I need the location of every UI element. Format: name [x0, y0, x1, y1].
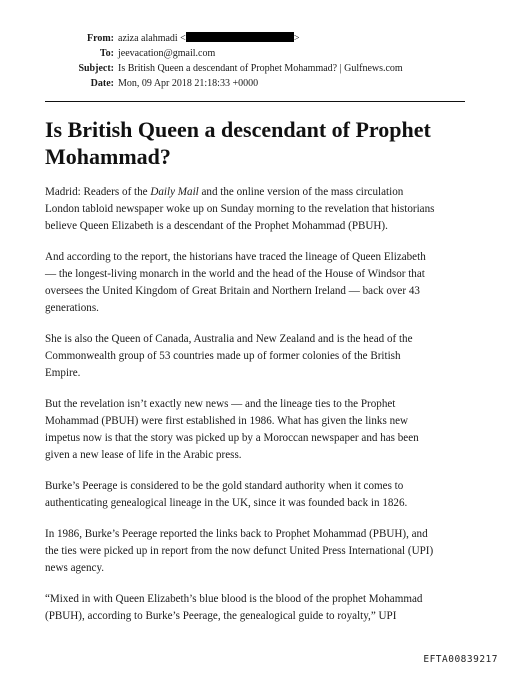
document-id: EFTA00839217 [423, 654, 498, 665]
title-line-2: Mohammad? [45, 144, 171, 169]
paragraph-line [45, 184, 475, 201]
header-divider [45, 101, 465, 102]
paragraph-line: news agency. [45, 562, 105, 574]
subject-row [40, 61, 470, 76]
paragraph-line: (PBUH), according to Burke’s Peerage, the genealogical guide to royalty,” UPI [45, 610, 397, 622]
paragraph-line: the ties were picked up in report from the now defunct United Press International (UPI) [45, 545, 434, 557]
text-run: and the online version of the mass circulation [198, 186, 404, 198]
text-run: Madrid: Readers of the [45, 186, 151, 198]
paragraph-line: Burke’s Peerage is considered to be the gold standard authority when it comes to [45, 480, 404, 492]
paragraph-line: given a new lease of life in the Arabic press. [45, 449, 242, 461]
from-value [118, 31, 299, 46]
paragraph-3 [45, 331, 475, 382]
paragraph-1 [45, 184, 475, 235]
paragraph-line: She is also the Queen of Canada, Australia and New Zealand and is the head of the [45, 333, 413, 345]
title-line-1: Is British Queen a descendant of Prophet [45, 117, 431, 142]
paragraph-line: impetus now is that the story was picked up by a Moroccan newspaper and has been [45, 432, 419, 444]
date-row [40, 76, 470, 91]
email-header [40, 31, 470, 91]
paragraph-line: In 1986, Burke’s Peerage reported the links back to Prophet Mohammad (PBUH), and [45, 528, 428, 540]
paragraph-6 [45, 526, 475, 577]
to-row [40, 46, 470, 61]
paragraph-line: authenticating genealogical lineage in the UK, since it was founded back in 1826. [45, 497, 408, 509]
paragraph-2 [45, 249, 475, 317]
subject-value: Is British Queen a descendant of Prophet Mohammad? | Gulfnews.com [118, 63, 403, 74]
from-row [40, 31, 470, 46]
paragraph-line: But the revelation isn’t exactly new news — and the lineage ties to the Prophet [45, 398, 396, 410]
paragraph-line: — the longest-living monarch in the world and the head of the House of Windsor that [45, 268, 425, 280]
date-label: Date: [90, 78, 114, 89]
redaction-bar [186, 32, 294, 42]
paragraph-7 [45, 591, 475, 625]
to-value: jeevacation@gmail.com [118, 48, 216, 59]
publication-name: Daily Mail [150, 186, 199, 198]
paragraph-line: “Mixed in with Queen Elizabeth’s blue blood is the blood of the prophet Mohammad [45, 593, 423, 605]
paragraph-5 [45, 478, 475, 512]
from-close: > [293, 33, 300, 44]
paragraph-line: Empire. [45, 367, 81, 379]
paragraph-line: And according to the report, the historians have traced the lineage of Queen Elizabeth [45, 251, 426, 263]
paragraph-line: Mohammad (PBUH) were first established in 1986. What has given the links new [45, 415, 409, 427]
paragraph-4 [45, 396, 475, 464]
subject-label: Subject: [78, 63, 114, 74]
date-value: Mon, 09 Apr 2018 21:18:33 +0000 [118, 78, 259, 89]
to-label: To: [99, 48, 114, 59]
from-label: From: [86, 33, 114, 44]
article-body [45, 184, 475, 639]
paragraph-line: oversees the United Kingdom of Great Britain and Northern Ireland — back over 43 [45, 285, 420, 297]
from-name: aziza alahmadi < [118, 33, 186, 44]
article-title [45, 116, 475, 170]
paragraph-line: London tabloid newspaper woke up on Sunday morning to the revelation that historians [45, 203, 435, 215]
paragraph-line: generations. [45, 302, 99, 314]
paragraph-line: Commonwealth group of 53 countries made up of former colonies of the British [45, 350, 401, 362]
paragraph-line: believe Queen Elizabeth is a descendant of the Prophet Mohammad (PBUH). [45, 220, 388, 232]
